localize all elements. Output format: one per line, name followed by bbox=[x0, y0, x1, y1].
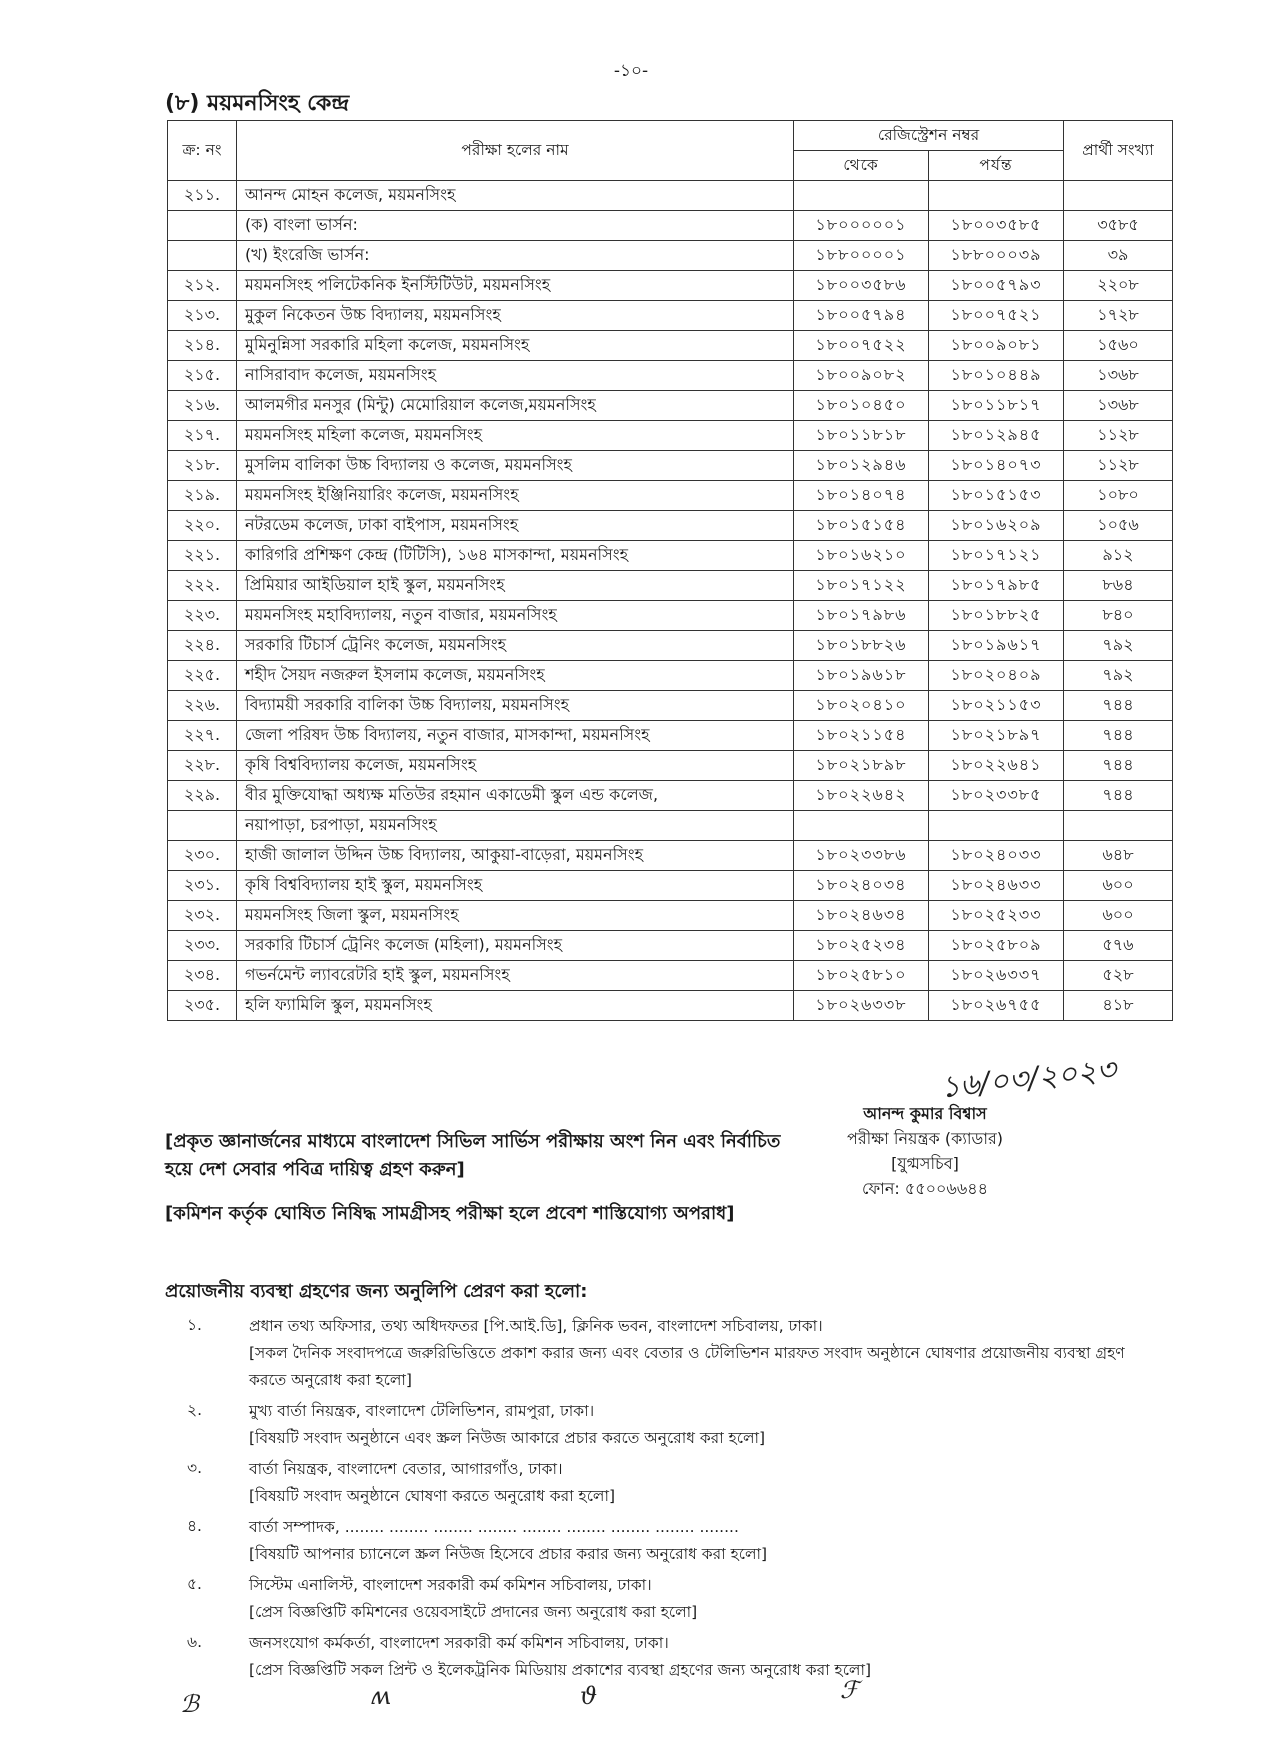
table-row bbox=[168, 511, 1173, 541]
hall-name-cell: মুসলিম বালিকা উচ্চ বিদ্যালয় ও কলেজ, ময়মনসিংহ bbox=[237, 451, 794, 481]
table-row bbox=[168, 331, 1173, 361]
table-row bbox=[168, 631, 1173, 661]
hall-name-cell: গভর্নমেন্ট ল্যাবরেটরি হাই স্কুল, ময়মনসিংহ bbox=[237, 961, 794, 991]
hall-name-cell: বীর মুক্তিযোদ্ধা অধ্যক্ষ মতিউর রহমান একাডেমী স্কুল এন্ড কলেজ, bbox=[237, 781, 794, 811]
reg-from-cell: ১৮০০৭৫২২ bbox=[794, 331, 929, 361]
reg-from-cell: ১৮০২২৬৪২ bbox=[794, 781, 929, 811]
hall-name-cell: কৃষি বিশ্ববিদ্যালয় কলেজ, ময়মনসিংহ bbox=[237, 751, 794, 781]
candidate-count-cell: ১১২৮ bbox=[1064, 421, 1173, 451]
cc-list bbox=[165, 1313, 1165, 1688]
reg-from-cell: ১৮০২১১৫৪ bbox=[794, 721, 929, 751]
hall-name-cell: (খ) ইংরেজি ভার্সন: bbox=[237, 241, 794, 271]
hall-name-cell: ময়মনসিংহ মহাবিদ্যালয়, নতুন বাজার, ময়মনসিংহ bbox=[237, 601, 794, 631]
table-row bbox=[168, 991, 1173, 1021]
signature-block bbox=[846, 1050, 1200, 1201]
hall-name-cell: হলি ফ্যামিলি স্কুল, ময়মনসিংহ bbox=[237, 991, 794, 1021]
candidate-count-cell: ৭৪৪ bbox=[1064, 721, 1173, 751]
table-row bbox=[168, 961, 1173, 991]
reg-to-cell: ১৮০২১৮৯৭ bbox=[929, 721, 1064, 751]
reg-to-cell: ১৮০০৭৫২১ bbox=[929, 301, 1064, 331]
serial-cell: ২১৭. bbox=[168, 421, 237, 451]
hall-name-cell: ময়মনসিংহ জিলা স্কুল, ময়মনসিংহ bbox=[237, 901, 794, 931]
reg-from-cell: ১৮০১৮৮২৬ bbox=[794, 631, 929, 661]
cc-item-recipient: জনসংযোগ কর্মকর্তা, বাংলাদেশ সরকারী কর্ম কমিশন সচিবালয়, ঢাকা। bbox=[249, 1634, 669, 1652]
candidate-count-cell: ১০৮০ bbox=[1064, 481, 1173, 511]
reg-to-cell: ১৮০২১১৫৩ bbox=[929, 691, 1064, 721]
table-row bbox=[168, 241, 1173, 271]
serial-cell: ২৩৪. bbox=[168, 961, 237, 991]
cc-item-body bbox=[249, 1456, 1165, 1510]
cc-item-body bbox=[249, 1398, 1165, 1452]
header-hall-name: পরীক্ষা হলের নাম bbox=[237, 121, 794, 181]
reg-to-cell: ১৮০২৬৩৩৭ bbox=[929, 961, 1064, 991]
empty-cell bbox=[1064, 811, 1173, 841]
reg-from-cell: ১৮০১১৮১৮ bbox=[794, 421, 929, 451]
cc-list-item bbox=[165, 1630, 1165, 1684]
candidate-count-cell: ৩৫৮৫ bbox=[1064, 211, 1173, 241]
hall-name-cell: ময়মনসিংহ পলিটেকনিক ইনস্টিটিউট, ময়মনসিংহ bbox=[237, 271, 794, 301]
cc-item-number: ৪. bbox=[187, 1517, 202, 1535]
cc-item-instruction: [বিষয়টি আপনার চ্যানেলে স্ক্রল নিউজ হিসেবে প্রচার করার জন্য অনুরোধ করা হলো] bbox=[249, 1545, 768, 1563]
hall-name-cell: হাজী জালাল উদ্দিন উচ্চ বিদ্যালয়, আকুয়া-বাড়েরা, ময়মনসিংহ bbox=[237, 841, 794, 871]
reg-to-cell bbox=[929, 181, 1064, 211]
candidate-count-cell: ৮৪০ bbox=[1064, 601, 1173, 631]
empty-cell bbox=[929, 811, 1064, 841]
initial-signature-2: ʍ bbox=[370, 1682, 391, 1710]
table-row bbox=[168, 601, 1173, 631]
hall-name-cell: ময়মনসিংহ ইঞ্জিনিয়ারিং কলেজ, ময়মনসিংহ bbox=[237, 481, 794, 511]
officer-phone: ফোন: ৫৫০০৬৬৪৪ bbox=[862, 1179, 988, 1198]
candidate-count-cell: ৫৭৬ bbox=[1064, 931, 1173, 961]
empty-cell bbox=[168, 811, 237, 841]
candidate-count-cell: ৬০০ bbox=[1064, 871, 1173, 901]
cc-list-item bbox=[165, 1456, 1165, 1510]
serial-cell bbox=[168, 241, 237, 271]
cc-item-instruction: [বিষয়টি সংবাদ অনুষ্ঠানে এবং স্ক্রল নিউজ আকারে প্রচার করতে অনুরোধ করা হলো] bbox=[249, 1429, 766, 1447]
header-registration: রেজিস্ট্রেশন নম্বর bbox=[794, 121, 1064, 151]
serial-cell: ২১৯. bbox=[168, 481, 237, 511]
notice-1: [প্রকৃত জ্ঞানার্জনের মাধ্যমে বাংলাদেশ সিভিল সার্ভিস পরীক্ষায় অংশ নিন এবং নির্বাচিত হয়ে দেশ সেবার পবিত্র দায়িত্ব গ্রহণ করুন] bbox=[165, 1131, 781, 1180]
cc-item-number: ৩. bbox=[187, 1459, 203, 1477]
reg-from-cell: ১৮০২৪৬৩৪ bbox=[794, 901, 929, 931]
cc-item-recipient: বার্তা সম্পাদক, ........ ........ ........ ........ ........ ........ ........ ........ ........ bbox=[249, 1518, 739, 1536]
candidate-count-cell bbox=[1064, 181, 1173, 211]
reg-from-cell: ১৮০১৭১২২ bbox=[794, 571, 929, 601]
reg-to-cell: ১৮০১৯৬১৭ bbox=[929, 631, 1064, 661]
reg-from-cell: ১৮০০৫৭৯৪ bbox=[794, 301, 929, 331]
reg-to-cell: ১৮৮০০০৩৯ bbox=[929, 241, 1064, 271]
candidate-count-cell: ১৭২৮ bbox=[1064, 301, 1173, 331]
cc-item-number: ৬. bbox=[187, 1633, 203, 1651]
reg-from-cell: ১৮০১৯৬১৮ bbox=[794, 661, 929, 691]
reg-from-cell: ১৮০২৫৮১০ bbox=[794, 961, 929, 991]
serial-cell: ২১৪. bbox=[168, 331, 237, 361]
candidate-count-cell: ৭৯২ bbox=[1064, 661, 1173, 691]
cc-item-body bbox=[249, 1630, 1165, 1684]
hall-name-cell: মুমিনুন্নিসা সরকারি মহিলা কলেজ, ময়মনসিংহ bbox=[237, 331, 794, 361]
reg-from-cell: ১৮০১৬২১০ bbox=[794, 541, 929, 571]
reg-to-cell: ১৮০২০৪০৯ bbox=[929, 661, 1064, 691]
table-row bbox=[168, 391, 1173, 421]
table-row bbox=[168, 781, 1173, 811]
serial-cell: ২২০. bbox=[168, 511, 237, 541]
empty-cell bbox=[794, 811, 929, 841]
hall-name-cell: সরকারি টিচার্স ট্রেনিং কলেজ, ময়মনসিংহ bbox=[237, 631, 794, 661]
serial-cell: ২৩১. bbox=[168, 871, 237, 901]
exam-hall-table bbox=[167, 120, 1173, 1021]
reg-to-cell: ১৮০২৪০৩৩ bbox=[929, 841, 1064, 871]
hall-name-cell: কারিগরি প্রশিক্ষণ কেন্দ্র (টিটিসি), ১৬৪ মাসকান্দা, ময়মনসিংহ bbox=[237, 541, 794, 571]
serial-cell: ২৩০. bbox=[168, 841, 237, 871]
table-body bbox=[168, 181, 1173, 1021]
serial-cell: ২৩৫. bbox=[168, 991, 237, 1021]
candidate-count-cell: ৬৪৮ bbox=[1064, 841, 1173, 871]
cc-item-instruction: [প্রেস বিজ্ঞপ্তিটি কমিশনের ওয়েবসাইটে প্রদানের জন্য অনুরোধ করা হলো] bbox=[249, 1603, 698, 1621]
hall-name-cell: আলমগীর মনসুর (মিন্টু) মেমোরিয়াল কলেজ,ময়মনসিংহ bbox=[237, 391, 794, 421]
reg-to-cell: ১৮০২৫৮০৯ bbox=[929, 931, 1064, 961]
reg-from-cell: ১৮০০৯০৮২ bbox=[794, 361, 929, 391]
reg-from-cell: ১৮০১২৯৪৬ bbox=[794, 451, 929, 481]
reg-to-cell: ১৮০১৫১৫৩ bbox=[929, 481, 1064, 511]
candidate-count-cell: ১৫৬০ bbox=[1064, 331, 1173, 361]
reg-to-cell: ১৮০২৩৩৮৫ bbox=[929, 781, 1064, 811]
serial-cell: ২৩৩. bbox=[168, 931, 237, 961]
reg-to-cell: ১৮০১৮৮২৫ bbox=[929, 601, 1064, 631]
serial-cell: ২২১. bbox=[168, 541, 237, 571]
table-row bbox=[168, 421, 1173, 451]
reg-from-cell: ১৮০০০০০১ bbox=[794, 211, 929, 241]
officer-name: আনন্দ কুমার বিশ্বাস bbox=[863, 1104, 987, 1123]
reg-to-cell: ১৮০০৯০৮১ bbox=[929, 331, 1064, 361]
reg-from-cell: ১৮০১৭৯৮৬ bbox=[794, 601, 929, 631]
candidate-count-cell: ৯১২ bbox=[1064, 541, 1173, 571]
reg-from-cell: ১৮০২৪০৩৪ bbox=[794, 871, 929, 901]
serial-cell: ২২৪. bbox=[168, 631, 237, 661]
table-row bbox=[168, 481, 1173, 511]
reg-to-cell: ১৮০০৫৭৯৩ bbox=[929, 271, 1064, 301]
cc-item-body bbox=[249, 1313, 1165, 1394]
candidate-count-cell: ১৩৬৮ bbox=[1064, 391, 1173, 421]
hall-name-cell: বিদ্যাময়ী সরকারি বালিকা উচ্চ বিদ্যালয়, ময়মনসিংহ bbox=[237, 691, 794, 721]
hall-name-cell: (ক) বাংলা ভার্সন: bbox=[237, 211, 794, 241]
serial-cell: ২২৯. bbox=[168, 781, 237, 811]
cc-item-number: ৫. bbox=[187, 1575, 202, 1593]
table-row bbox=[168, 721, 1173, 751]
hall-name-cell: জেলা পরিষদ উচ্চ বিদ্যালয়, নতুন বাজার, মাসকান্দা, ময়মনসিংহ bbox=[237, 721, 794, 751]
serial-cell: ২১৫. bbox=[168, 361, 237, 391]
candidate-count-cell: ৩৯ bbox=[1064, 241, 1173, 271]
table-row bbox=[168, 571, 1173, 601]
header-candidates: প্রার্থী সংখ্যা bbox=[1064, 121, 1173, 181]
table-row bbox=[168, 901, 1173, 931]
hall-name-cell: সরকারি টিচার্স ট্রেনিং কলেজ (মহিলা), ময়মনসিংহ bbox=[237, 931, 794, 961]
hall-name-cell: ময়মনসিংহ মহিলা কলেজ, ময়মনসিংহ bbox=[237, 421, 794, 451]
cc-item-body bbox=[249, 1572, 1165, 1626]
handwritten-signature-date: ১৬/০৩/২০২৩ bbox=[938, 1052, 1118, 1106]
table-row bbox=[168, 181, 1173, 211]
candidate-count-cell: ৮৬৪ bbox=[1064, 571, 1173, 601]
hall-name-cell: নটরডেম কলেজ, ঢাকা বাইপাস, ময়মনসিংহ bbox=[237, 511, 794, 541]
serial-cell: ২২৭. bbox=[168, 721, 237, 751]
reg-from-cell: ১৮০১৪০৭৪ bbox=[794, 481, 929, 511]
cc-list-item bbox=[165, 1572, 1165, 1626]
serial-cell: ২১২. bbox=[168, 271, 237, 301]
cc-item-instruction: [সকল দৈনিক সংবাদপত্রে জরুরিভিত্তিতে প্রকাশ করার জন্য এবং বেতার ও টেলিভিশন মারফত সংবাদ অনুষ্ঠানে ঘোষণার প্রয়োজনীয় ব্যবস্থা গ্রহণ করতে অনুরোধ করা হলো] bbox=[249, 1344, 1125, 1389]
table-row-continuation bbox=[168, 811, 1173, 841]
reg-from-cell: ১৮০২৫২৩৪ bbox=[794, 931, 929, 961]
cc-item-recipient: প্রধান তথ্য অফিসার, তথ্য অধিদফতর [পি.আই.ডি], ক্লিনিক ভবন, বাংলাদেশ সচিবালয়, ঢাকা। bbox=[249, 1317, 823, 1335]
table-row bbox=[168, 361, 1173, 391]
reg-to-cell: ১৮০০৩৫৮৫ bbox=[929, 211, 1064, 241]
table-row bbox=[168, 211, 1173, 241]
table-row bbox=[168, 751, 1173, 781]
candidate-count-cell: ৬০০ bbox=[1064, 901, 1173, 931]
officer-rank: [যুগ্মসচিব] bbox=[891, 1154, 959, 1173]
serial-cell: ২১৩. bbox=[168, 301, 237, 331]
serial-cell: ২১১. bbox=[168, 181, 237, 211]
cc-list-item bbox=[165, 1514, 1165, 1568]
cc-title: প্রয়োজনীয় ব্যবস্থা গ্রহণের জন্য অনুলিপি প্রেরণ করা হলো: bbox=[165, 1281, 588, 1302]
reg-to-cell: ১৮০১৭১২১ bbox=[929, 541, 1064, 571]
cc-item-recipient: বার্তা নিয়ন্ত্রক, বাংলাদেশ বেতার, আগারগাঁও, ঢাকা। bbox=[249, 1460, 563, 1478]
candidate-count-cell: ৭৯২ bbox=[1064, 631, 1173, 661]
initial-signature-3: ϑ bbox=[580, 1682, 598, 1710]
header-serial: ক্র: নং bbox=[168, 121, 237, 181]
reg-from-cell: ১৮০১৫১৫৪ bbox=[794, 511, 929, 541]
reg-to-cell: ১৮০১৪০৭৩ bbox=[929, 451, 1064, 481]
reg-to-cell: ১৮০২৬৭৫৫ bbox=[929, 991, 1064, 1021]
hall-name-cell: কৃষি বিশ্ববিদ্যালয় হাই স্কুল, ময়মনসিংহ bbox=[237, 871, 794, 901]
initial-signature-4: ℱ bbox=[840, 1676, 859, 1704]
reg-to-cell: ১৮০১১৮১৭ bbox=[929, 391, 1064, 421]
reg-to-cell: ১৮০১৬২০৯ bbox=[929, 511, 1064, 541]
officer-designation: পরীক্ষা নিয়ন্ত্রক (ক্যাডার) bbox=[846, 1129, 1004, 1148]
reg-from-cell: ১৮০০৩৫৮৬ bbox=[794, 271, 929, 301]
table-row bbox=[168, 661, 1173, 691]
candidate-count-cell: ২২০৮ bbox=[1064, 271, 1173, 301]
candidate-count-cell: ১০৫৬ bbox=[1064, 511, 1173, 541]
header-from: থেকে bbox=[794, 151, 929, 181]
hall-name-cell: আনন্দ মোহন কলেজ, ময়মনসিংহ bbox=[237, 181, 794, 211]
reg-to-cell: ১৮০২৫২৩৩ bbox=[929, 901, 1064, 931]
cc-item-number: ১. bbox=[187, 1316, 202, 1334]
hall-name-cell: মুকুল নিকেতন উচ্চ বিদ্যালয়, ময়মনসিংহ bbox=[237, 301, 794, 331]
table-row bbox=[168, 871, 1173, 901]
cc-item-instruction: [বিষয়টি সংবাদ অনুষ্ঠানে ঘোষণা করতে অনুরোধ করা হলো] bbox=[249, 1487, 616, 1505]
cc-list-item bbox=[165, 1313, 1165, 1394]
serial-cell bbox=[168, 211, 237, 241]
serial-cell: ২২২. bbox=[168, 571, 237, 601]
serial-cell: ২২৩. bbox=[168, 601, 237, 631]
candidate-count-cell: ৭৪৪ bbox=[1064, 751, 1173, 781]
hall-name-cell: শহীদ সৈয়দ নজরুল ইসলাম কলেজ, ময়মনসিংহ bbox=[237, 661, 794, 691]
section-title: (৮) ময়মনসিংহ কেন্দ্র bbox=[165, 91, 350, 116]
cc-list-item bbox=[165, 1398, 1165, 1452]
page-number: -১০- bbox=[613, 61, 649, 81]
reg-from-cell: ১৮০২৩৩৮৬ bbox=[794, 841, 929, 871]
candidate-count-cell: ১১২৮ bbox=[1064, 451, 1173, 481]
reg-to-cell: ১৮০২৪৬৩৩ bbox=[929, 871, 1064, 901]
reg-from-cell: ১৮০২১৮৯৮ bbox=[794, 751, 929, 781]
hall-name-cell: প্রিমিয়ার আইডিয়াল হাই স্কুল, ময়মনসিংহ bbox=[237, 571, 794, 601]
candidate-count-cell: ৪১৮ bbox=[1064, 991, 1173, 1021]
serial-cell: ২২৫. bbox=[168, 661, 237, 691]
notice-2: [কমিশন কর্তৃক ঘোষিত নিষিদ্ধ সামগ্রীসহ পরীক্ষা হলে প্রবেশ শাস্তিযোগ্য অপরাধ] bbox=[165, 1203, 735, 1224]
reg-to-cell: ১৮০১২৯৪৫ bbox=[929, 421, 1064, 451]
reg-to-cell: ১৮০১৭৯৮৫ bbox=[929, 571, 1064, 601]
candidate-count-cell: ৫২৮ bbox=[1064, 961, 1173, 991]
cc-item-body bbox=[249, 1514, 1165, 1568]
serial-cell: ২২৬. bbox=[168, 691, 237, 721]
table-row bbox=[168, 691, 1173, 721]
serial-cell: ২২৮. bbox=[168, 751, 237, 781]
reg-to-cell: ১৮০১০৪৪৯ bbox=[929, 361, 1064, 391]
table-row bbox=[168, 841, 1173, 871]
cc-item-recipient: মুখ্য বার্তা নিয়ন্ত্রক, বাংলাদেশ টেলিভিশন, রামপুরা, ঢাকা। bbox=[249, 1402, 595, 1420]
table-row bbox=[168, 541, 1173, 571]
initial-signature-1: ℬ bbox=[180, 1690, 199, 1718]
serial-cell: ২১৬. bbox=[168, 391, 237, 421]
cc-item-instruction: [প্রেস বিজ্ঞপ্তিটি সকল প্রিন্ট ও ইলেকট্রনিক মিডিয়ায় প্রকাশের ব্যবস্থা গ্রহণের জন্য অনুরোধ করা হলো] bbox=[249, 1661, 872, 1679]
table-row bbox=[168, 931, 1173, 961]
reg-from-cell: ১৮০২০৪১০ bbox=[794, 691, 929, 721]
table-row bbox=[168, 451, 1173, 481]
table-row bbox=[168, 271, 1173, 301]
hall-name-cell-line2: নয়াপাড়া, চরপাড়া, ময়মনসিংহ bbox=[237, 811, 794, 841]
header-to: পর্যন্ত bbox=[929, 151, 1064, 181]
serial-cell: ২৩২. bbox=[168, 901, 237, 931]
candidate-count-cell: ৭৪৪ bbox=[1064, 781, 1173, 811]
candidate-count-cell: ১৩৬৮ bbox=[1064, 361, 1173, 391]
reg-from-cell: ১৮০২৬৩৩৮ bbox=[794, 991, 929, 1021]
candidate-count-cell: ৭৪৪ bbox=[1064, 691, 1173, 721]
hall-name-cell: নাসিরাবাদ কলেজ, ময়মনসিংহ bbox=[237, 361, 794, 391]
reg-from-cell: ১৮৮০০০০১ bbox=[794, 241, 929, 271]
cc-item-number: ২. bbox=[187, 1401, 203, 1419]
serial-cell: ২১৮. bbox=[168, 451, 237, 481]
reg-to-cell: ১৮০২২৬৪১ bbox=[929, 751, 1064, 781]
table-row bbox=[168, 301, 1173, 331]
reg-from-cell: ১৮০১০৪৫০ bbox=[794, 391, 929, 421]
reg-from-cell bbox=[794, 181, 929, 211]
cc-item-recipient: সিস্টেম এনালিস্ট, বাংলাদেশ সরকারী কর্ম কমিশন সচিবালয়, ঢাকা। bbox=[249, 1576, 652, 1594]
